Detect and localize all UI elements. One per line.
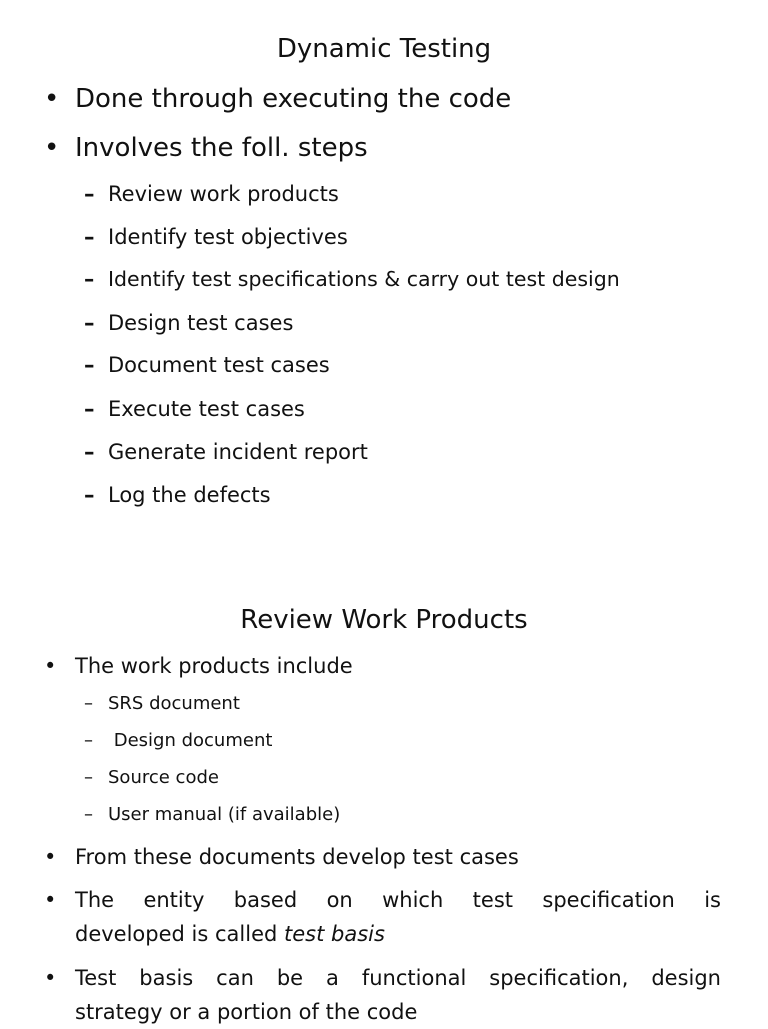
slide2-bullet-paragraph bbox=[75, 961, 721, 1029]
slide1-sub-item bbox=[84, 310, 293, 336]
bullet-dot: • bbox=[44, 888, 57, 912]
slide1-sub-item bbox=[84, 482, 271, 508]
slide2-bullet bbox=[44, 844, 724, 870]
slide1-sub-item bbox=[84, 181, 339, 207]
slide2-bullet bbox=[44, 653, 724, 679]
slide1-title: Dynamic Testing bbox=[276, 34, 492, 64]
slide1-sub-item bbox=[84, 266, 620, 292]
sub-item-text: SRS document bbox=[108, 693, 240, 714]
dash-marker: – bbox=[84, 311, 95, 335]
sub-item-text: Review work products bbox=[108, 182, 339, 206]
slide2-sub-item bbox=[84, 693, 240, 715]
slide1-bullet bbox=[44, 133, 724, 163]
slide1-sub-item bbox=[84, 224, 348, 250]
sub-item-text: Generate incident report bbox=[108, 440, 368, 464]
sub-item-text: Document test cases bbox=[108, 353, 330, 377]
dash-marker: – bbox=[84, 483, 95, 507]
paragraph-line: The entity based on which test specification is bbox=[75, 888, 721, 912]
sub-item-text: User manual (if available) bbox=[108, 804, 341, 825]
slide1-sub-item bbox=[84, 352, 330, 378]
paragraph-line: strategy or a portion of the code bbox=[75, 1000, 418, 1024]
slide2-bullet-paragraph bbox=[75, 883, 721, 951]
dash-marker: – bbox=[84, 353, 95, 377]
dash-marker: – bbox=[84, 767, 93, 788]
slide2-sub-item bbox=[84, 804, 340, 826]
bullet-text: Involves the foll. steps bbox=[75, 133, 368, 163]
dash-marker: – bbox=[84, 267, 95, 291]
emphasized-term: test basis bbox=[284, 922, 385, 946]
slide2-sub-item bbox=[84, 730, 272, 752]
sub-item-text: Identify test specifications & carry out test design bbox=[108, 267, 620, 291]
bullet-dot: • bbox=[44, 966, 57, 990]
dash-marker: – bbox=[84, 440, 95, 464]
dash-marker: – bbox=[84, 225, 95, 249]
dash-marker: – bbox=[84, 730, 93, 751]
bullet-text: Done through executing the code bbox=[75, 84, 512, 114]
slide2-sub-item bbox=[84, 767, 219, 789]
dash-marker: – bbox=[84, 804, 93, 825]
bullet-dot: • bbox=[44, 84, 60, 114]
dash-marker: – bbox=[84, 693, 93, 714]
bullet-dot: • bbox=[44, 845, 57, 869]
bullet-text: From these documents develop test cases bbox=[75, 845, 519, 869]
slide2-title: Review Work Products bbox=[240, 605, 528, 635]
sub-item-text: Execute test cases bbox=[108, 397, 305, 421]
sub-item-text: Source code bbox=[108, 767, 219, 788]
slide1-sub-item bbox=[84, 439, 368, 465]
dash-marker: – bbox=[84, 182, 95, 206]
dash-marker: – bbox=[84, 397, 95, 421]
bullet-text: The work products include bbox=[75, 654, 353, 678]
sub-item-text: Design test cases bbox=[108, 311, 294, 335]
sub-item-text: Identify test objectives bbox=[108, 225, 348, 249]
paragraph-line bbox=[75, 917, 721, 951]
sub-item-text: Design document bbox=[108, 730, 273, 751]
paragraph-text: developed is called bbox=[75, 922, 284, 946]
slide1-sub-item bbox=[84, 396, 305, 422]
bullet-dot: • bbox=[44, 133, 60, 163]
bullet-dot: • bbox=[44, 654, 57, 678]
slide1-bullet bbox=[44, 84, 724, 114]
sub-item-text: Log the defects bbox=[108, 483, 271, 507]
paragraph-line: Test basis can be a functional specification, design bbox=[75, 966, 721, 990]
